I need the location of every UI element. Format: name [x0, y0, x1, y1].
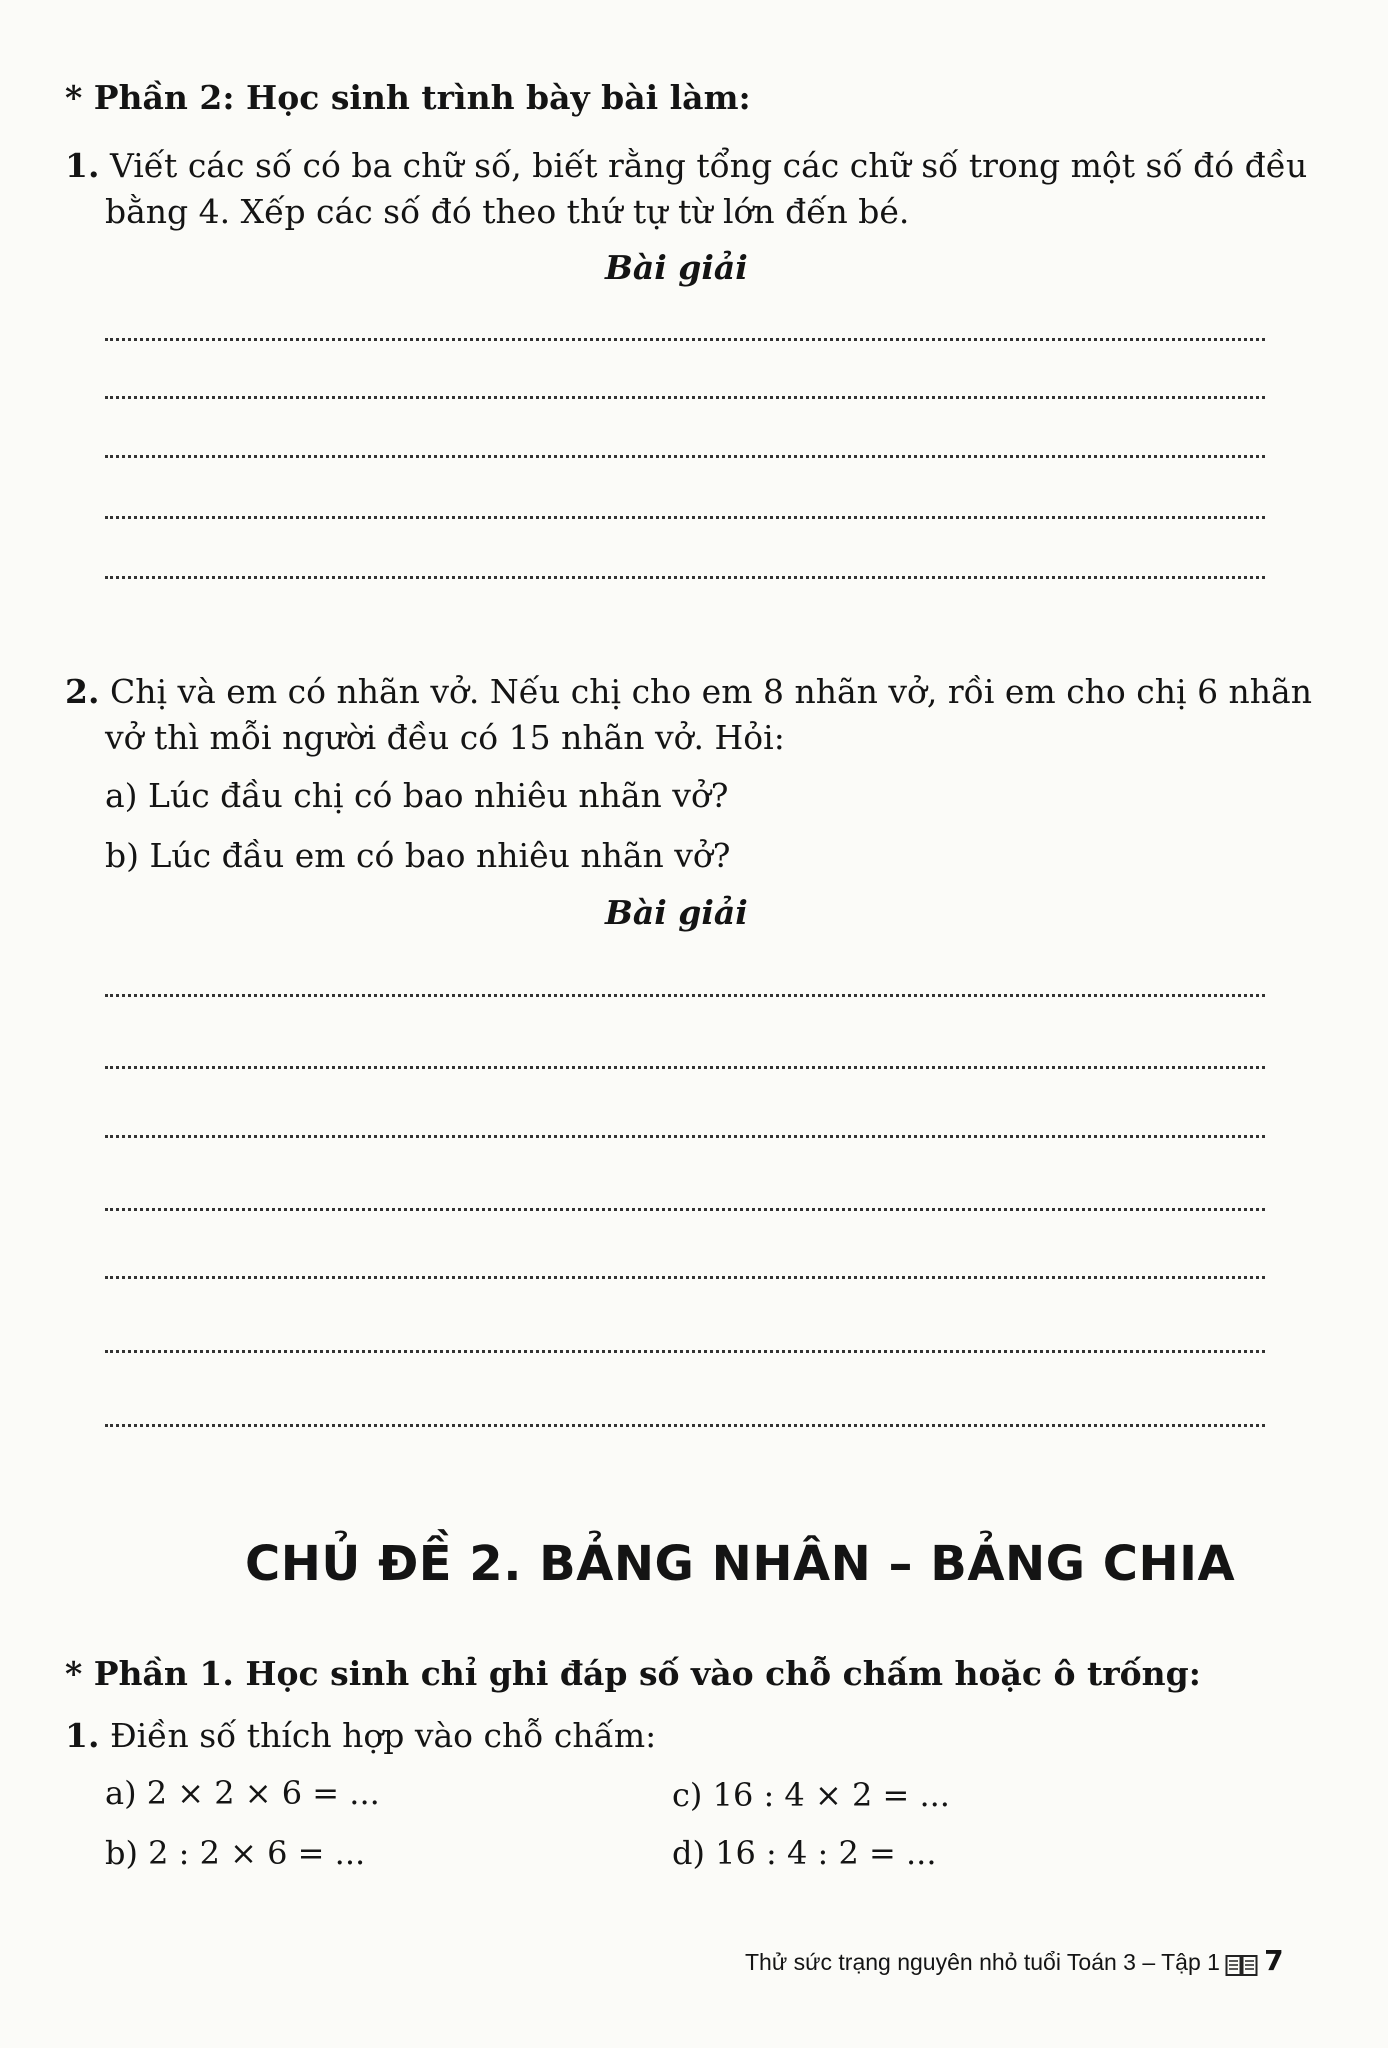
- answer-line[interactable]: [105, 994, 1265, 997]
- chapter-title: CHỦ ĐỀ 2. BẢNG NHÂN – BẢNG CHIA: [245, 1536, 1236, 1592]
- footer-book-title: Thử sức trạng nguyên nhỏ tuổi Toán 3 – Tập 1: [745, 1949, 1220, 1975]
- answer-line[interactable]: [105, 576, 1265, 579]
- answer-line[interactable]: [105, 396, 1265, 399]
- answer-line[interactable]: [105, 455, 1265, 458]
- question-1-number: 1.: [65, 146, 100, 185]
- solution-label-1: Bài giải: [605, 248, 748, 287]
- exercise-1-c: c) 16 : 4 × 2 = ...: [672, 1776, 950, 1814]
- exercise-1-text: Điền số thích hợp vào chỗ chấm:: [109, 1716, 657, 1755]
- answer-line[interactable]: [105, 1135, 1265, 1138]
- page-footer: [745, 1944, 1284, 1979]
- question-2-line-2: vở thì mỗi người đều có 15 nhãn vở. Hỏi:: [105, 718, 785, 757]
- question-2-part-a: a) Lúc đầu chị có bao nhiêu nhãn vở?: [105, 776, 729, 815]
- question-1-line-2: bằng 4. Xếp các số đó theo thứ tự từ lớn đến bé.: [105, 192, 910, 231]
- part1-heading: * Phần 1. Học sinh chỉ ghi đáp số vào chỗ chấm hoặc ô trống:: [65, 1654, 1201, 1693]
- exercise-1: [65, 1712, 656, 1760]
- book-icon: [1225, 1953, 1259, 1979]
- question-1: [65, 142, 1307, 190]
- solution-label-2: Bài giải: [605, 893, 748, 932]
- answer-line[interactable]: [105, 516, 1265, 519]
- answer-line[interactable]: [105, 1424, 1265, 1427]
- answer-line[interactable]: [105, 1276, 1265, 1279]
- question-2-part-b: b) Lúc đầu em có bao nhiêu nhãn vở?: [105, 836, 731, 875]
- question-2-number: 2.: [65, 672, 100, 711]
- question-2: [65, 668, 1312, 716]
- exercise-1-b: b) 2 : 2 × 6 = ...: [105, 1834, 366, 1872]
- exercise-1-number: 1.: [65, 1716, 100, 1755]
- question-2-line-1: Chị và em có nhãn vở. Nếu chị cho em 8 nhãn vở, rồi em cho chị 6 nhãn: [109, 672, 1312, 711]
- page-number: 7: [1264, 1944, 1284, 1977]
- exercise-1-a: a) 2 × 2 × 6 = ...: [105, 1774, 380, 1812]
- question-1-line-1: Viết các số có ba chữ số, biết rằng tổng các chữ số trong một số đó đều: [109, 146, 1308, 185]
- part2-heading: * Phần 2: Học sinh trình bày bài làm:: [65, 78, 751, 117]
- answer-line[interactable]: [105, 338, 1265, 341]
- answer-line[interactable]: [105, 1066, 1265, 1069]
- answer-line[interactable]: [105, 1208, 1265, 1211]
- exercise-1-d: d) 16 : 4 : 2 = ...: [672, 1834, 937, 1872]
- answer-line[interactable]: [105, 1350, 1265, 1353]
